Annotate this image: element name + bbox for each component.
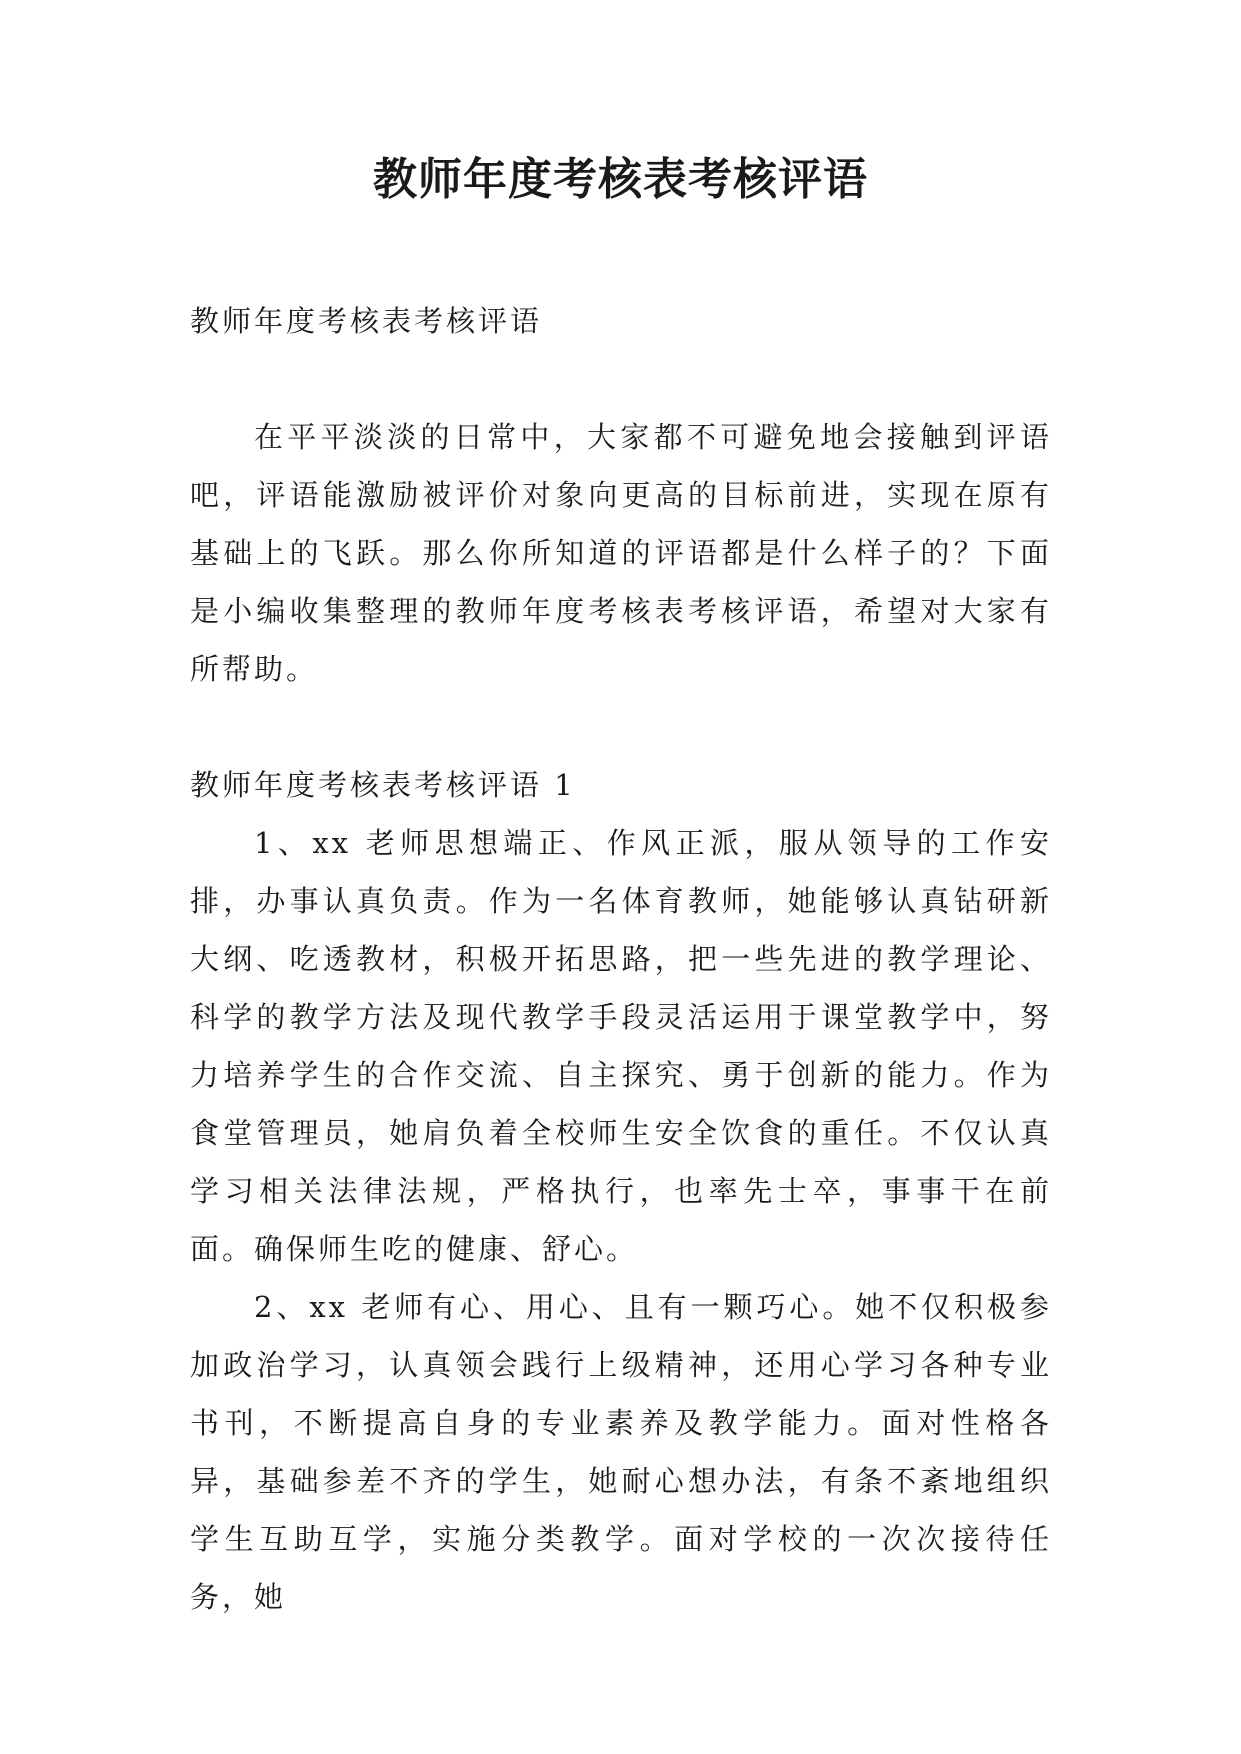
section-heading: 教师年度考核表考核评语 1	[190, 768, 576, 802]
document-title: 教师年度考核表考核评语	[373, 154, 868, 205]
comment-paragraph-1: 1、xx 老师思想端正、作风正派，服从领导的工作安排，办事认真负责。作为一名体育教师，她能够认真钻研新大纲、吃透教材，积极开拓思路，把一些先进的教学理论、科学的教学方法及现代教学手段灵活运用于课堂教学中，努力培养学生的合作交流、自主探究、勇于创新的能力。作为食堂管理员，她肩负着全校师生安全饮食的重任。不仅认真学习相关法律法规，严格执行，也率先士卒，事事干在前面。确保师生吃的健康、舒心。	[190, 826, 1052, 1266]
intro-paragraph: 在平平淡淡的日常中，大家都不可避免地会接触到评语吧，评语能激励被评价对象向更高的目标前进，实现在原有基础上的飞跃。那么你所知道的评语都是什么样子的？下面是小编收集整理的教师年度考核表考核评语，希望对大家有所帮助。	[190, 420, 1052, 686]
comment-paragraph-2: 2、xx 老师有心、用心、且有一颗巧心。她不仅积极参加政治学习，认真领会践行上级精神，还用心学习各种专业书刊，不断提高自身的专业素养及教学能力。面对性格各异，基础参差不齐的学生，她耐心想办法，有条不紊地组织学生互助互学，实施分类教学。面对学校的一次次接待任务，她	[190, 1290, 1052, 1614]
document-body	[190, 292, 1052, 1626]
document-subtitle: 教师年度考核表考核评语	[190, 304, 543, 338]
